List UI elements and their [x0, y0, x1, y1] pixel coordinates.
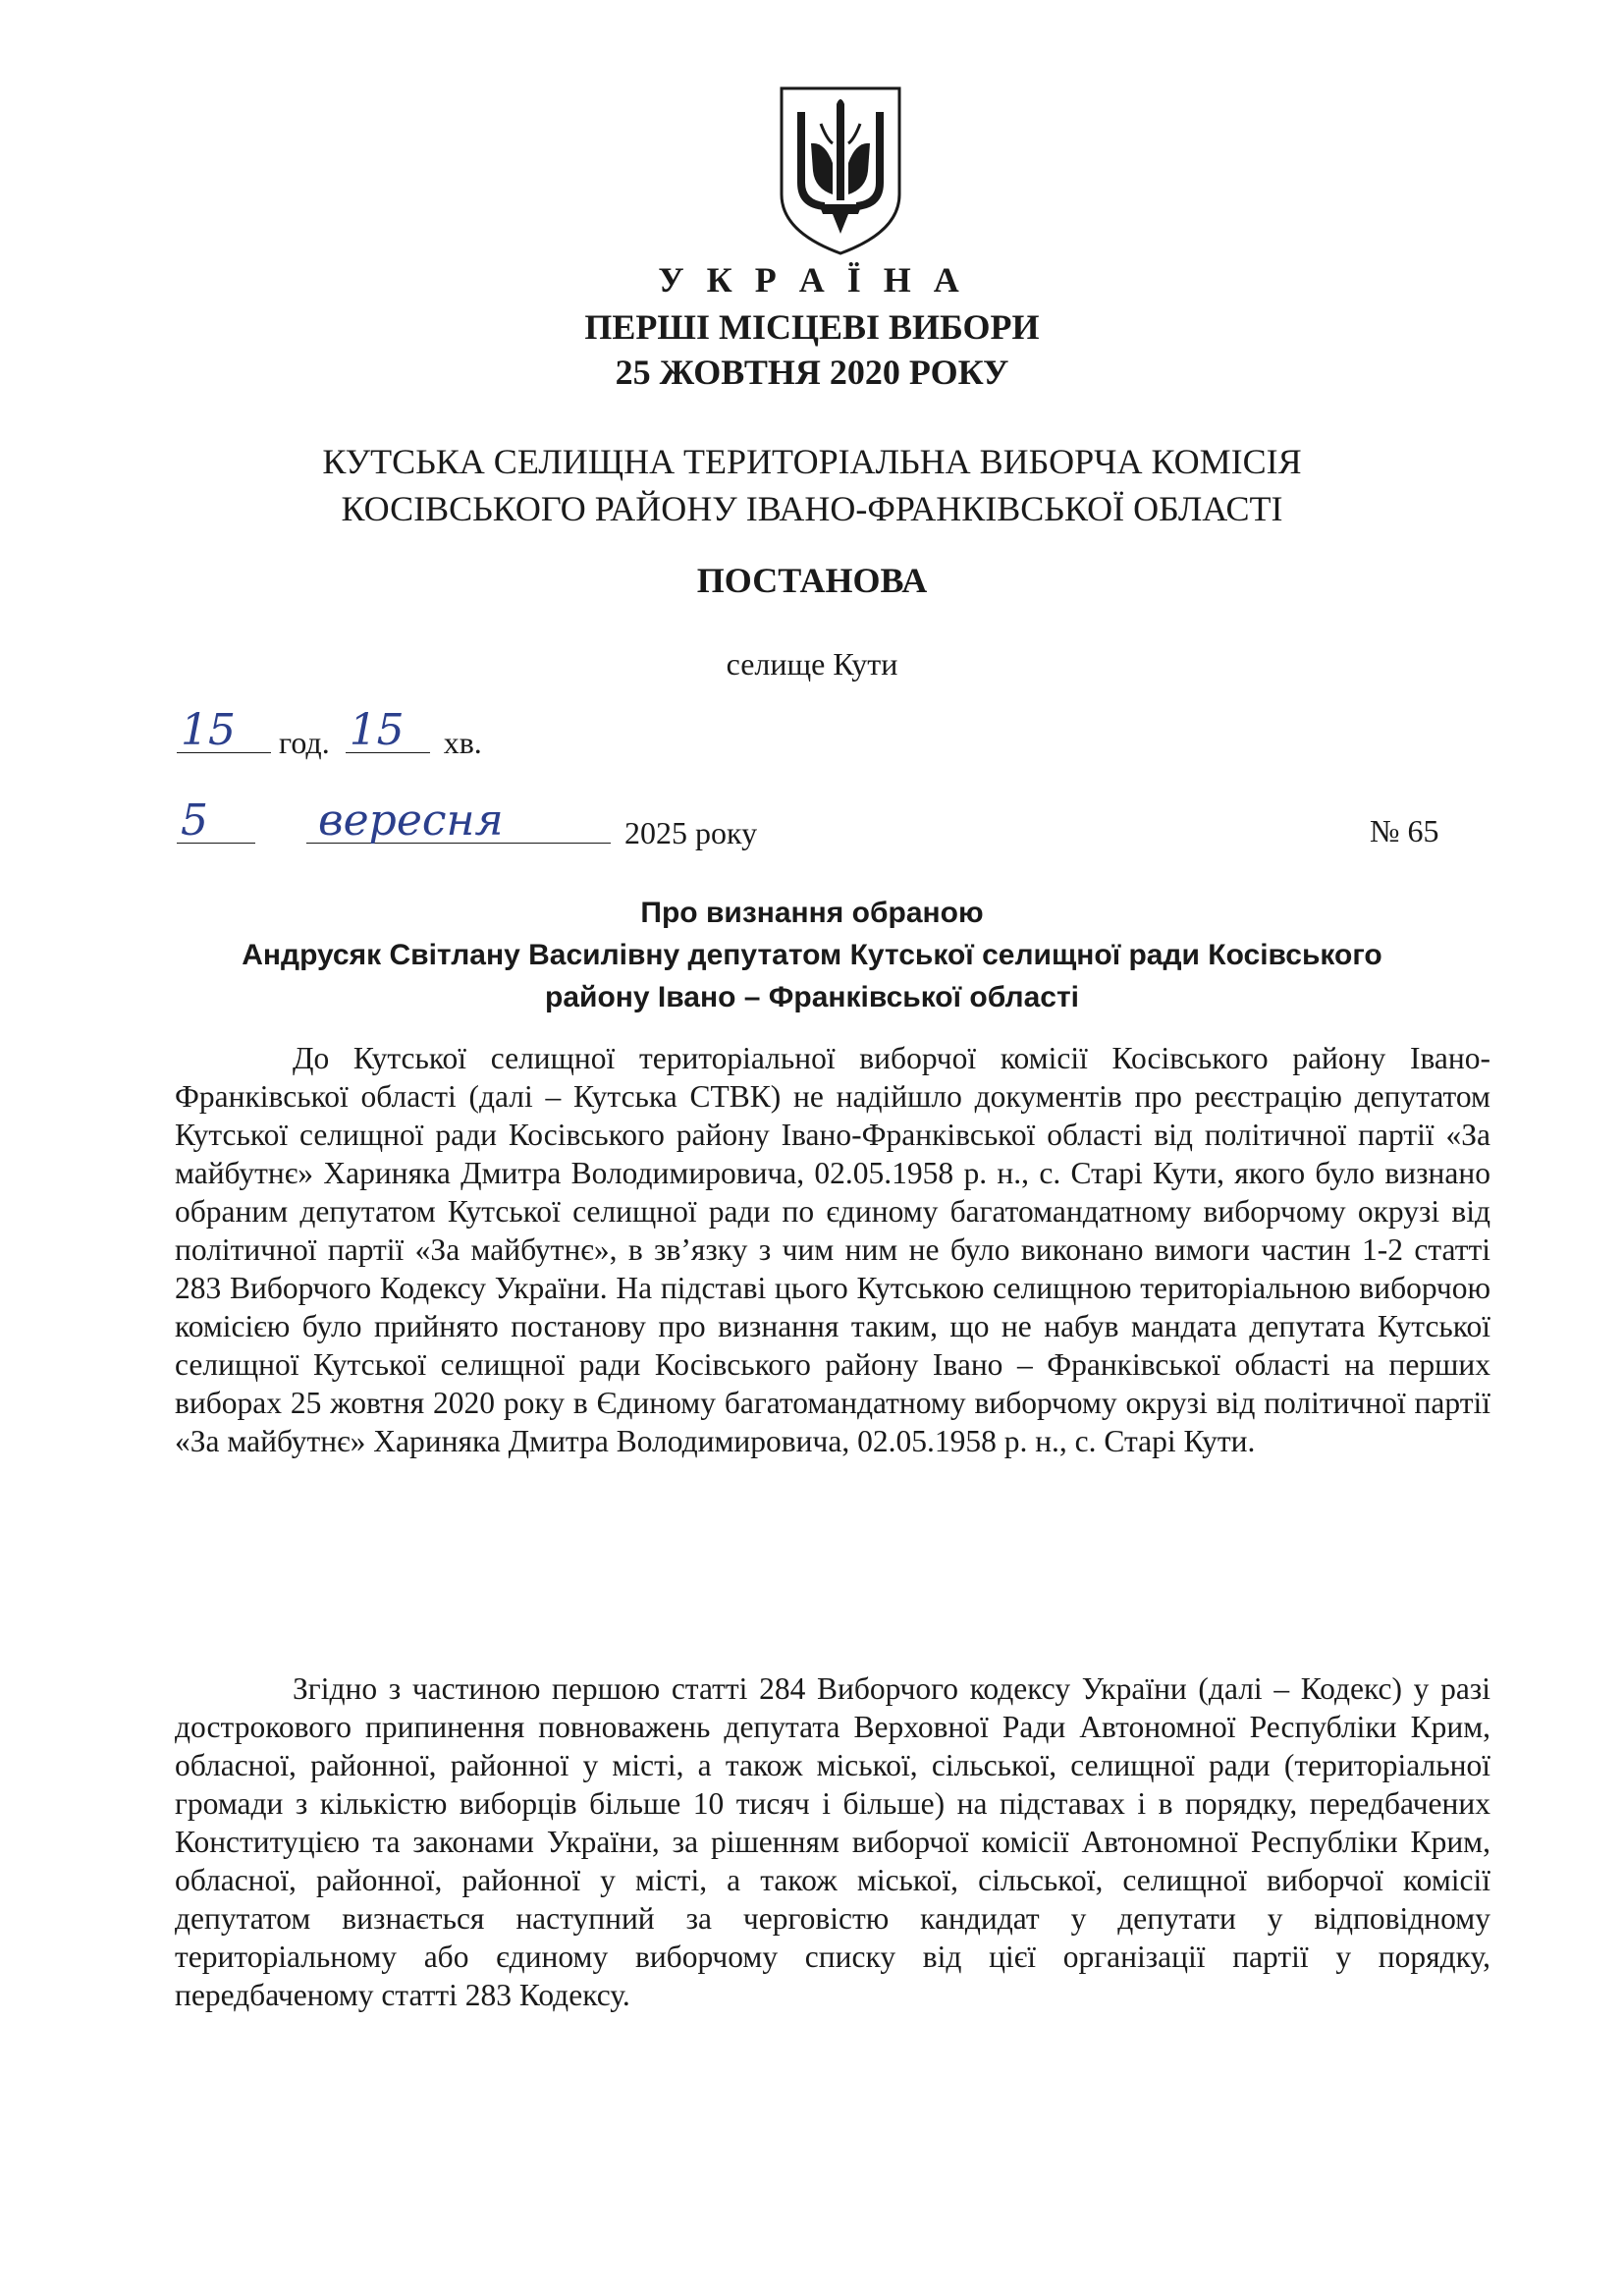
election-date-heading: 25 ЖОВТНЯ 2020 РОКУ	[615, 353, 1009, 392]
commission-name	[0, 438, 1624, 532]
hours-handwritten: 15	[181, 705, 236, 755]
month-blank	[306, 795, 611, 846]
subject-line-2: Андрусяк Світлану Василівну депутатом Кутської селищної ради Косівського	[242, 939, 1382, 971]
document-place: селище Кути	[726, 646, 898, 682]
date-line	[177, 795, 758, 854]
minutes-handwritten: 15	[349, 705, 405, 755]
document-type: ПОСТАНОВА	[696, 561, 928, 600]
commission-line-1: КУТСЬКА СЕЛИЩНА ТЕРИТОРІАЛЬНА ВИБОРЧА КОМІСІЯ	[322, 442, 1302, 481]
subject-line-3: району Івано – Франківської області	[545, 981, 1079, 1013]
paragraph-2-text: Згідно з частиною першою статті 284 Виборчого кодексу України (далі – Кодекс) у разі дострокового припинення повноважень депутата Верховної Ради Автономної Республіки Крим, обласної, районної, районної у місті, а також міської, сільської, селищної ради (територіальної громади з кількістю виборців більше 10 тисяч і більше) на підставах і в порядку, передбачених Конституцією та законами України, за рішенням виборчої комісії Автономної Республіки Крим, обласної, районної, районної у місті, а також міської, сільської, селищної виборчої комісії депутатом визнається наступний за черговістю кандидат у депутати у відповідному територіальному або єдиному виборчому списку від цієї організації партії у порядку, передбаченому статті 283 Кодексу.	[175, 1671, 1490, 2012]
document-subject	[0, 892, 1624, 1018]
body-paragraph-2	[175, 1669, 1490, 2014]
minutes-blank	[346, 705, 430, 755]
day-blank	[177, 795, 255, 846]
body-paragraph-1	[175, 1039, 1490, 1460]
minutes-label: хв.	[443, 725, 482, 760]
year-label: 2025 року	[624, 815, 758, 850]
trident-coat-of-arms-icon	[776, 84, 905, 256]
document-number: № 65	[1370, 813, 1439, 848]
month-handwritten: вересня	[318, 795, 504, 846]
country-heading: У К Р А Ї Н А	[658, 260, 966, 300]
hours-blank	[177, 705, 271, 755]
commission-line-2: КОСІВСЬКОГО РАЙОНУ ІВАНО-ФРАНКІВСЬКОЇ ОБЛАСТІ	[341, 489, 1283, 528]
time-line	[177, 705, 482, 764]
hours-label: год.	[279, 725, 330, 760]
paragraph-1-text: До Кутської селищної територіальної виборчої комісії Косівського району Івано-Франківської області (далі – Кутська СТВК) не надійшло документів про реєстрацію депутатом Кутської селищної ради Косівського району Івано-Франківської області від політичної партії «За майбутнє» Хариняка Дмитра Володимировича, 02.05.1958 р. н., с. Старі Кути, якого було визнано обраним депутатом Кутської селищної ради по єдиному багатомандатному виборчому окрузі від політичної партії «За майбутнє», в зв’язку з чим ним не було виконано вимоги частин 1-2 статті 283 Виборчого Кодексу України. На підставі цього Кутською селищною територіальною виборчою комісією було прийнято постанову про визнання таким, що не набув мандата депутата Кутської селищної Кутської селищної ради Косівського району Івано – Франківської області на перших виборах 25 жовтня 2020 року в Єдиному багатомандатному виборчому окрузі від політичної партії «За майбутнє» Хариняка Дмитра Володимировича, 02.05.1958 р. н., с. Старі Кути.	[175, 1041, 1490, 1458]
subject-line-1: Про визнання обраною	[640, 897, 984, 929]
election-heading: ПЕРШІ МІСЦЕВІ ВИБОРИ	[584, 307, 1040, 347]
day-handwritten: 5	[181, 795, 208, 846]
